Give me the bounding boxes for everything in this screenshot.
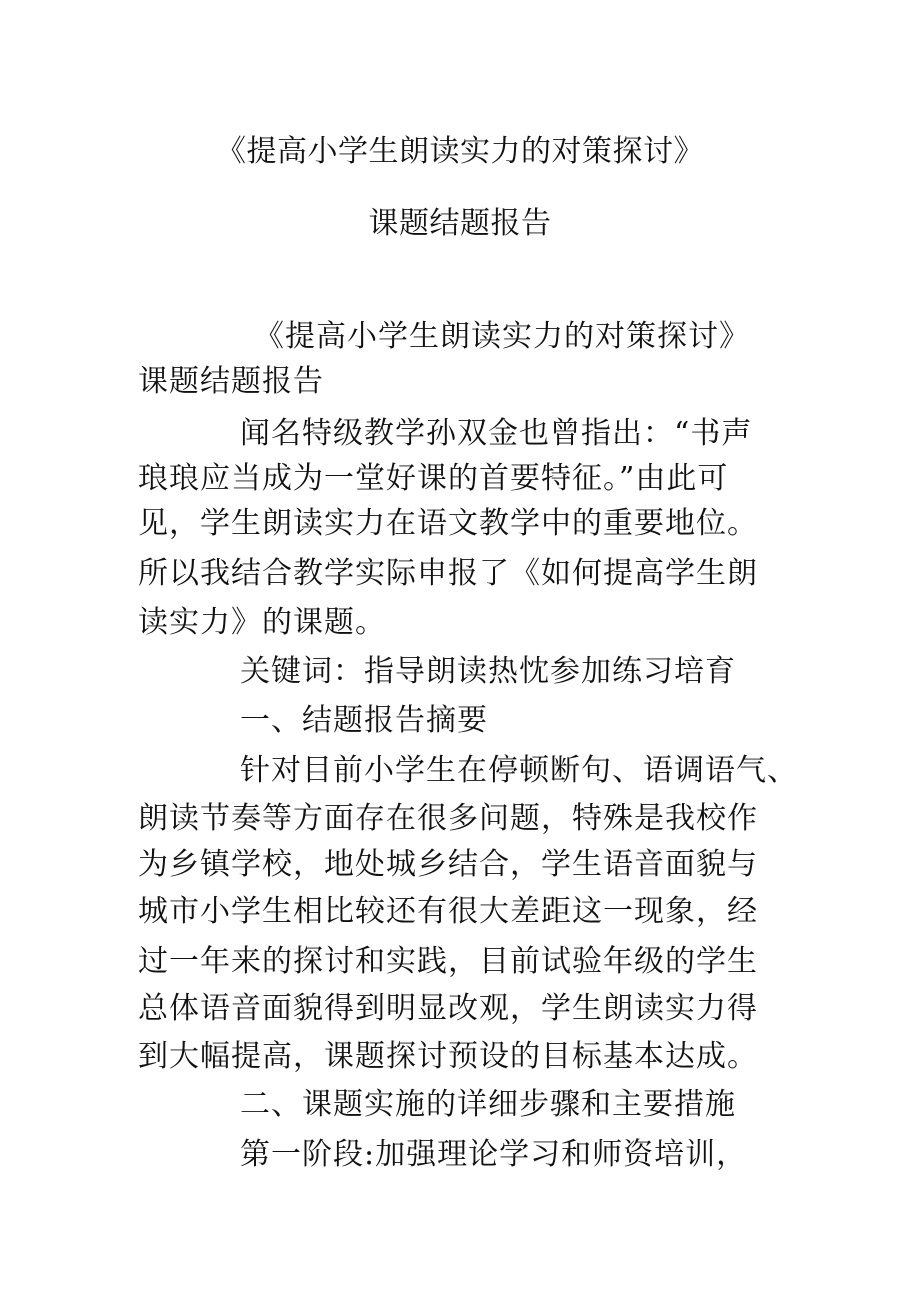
body-line: 为乡镇学校，地处城乡结合，学生语音面貌与 <box>138 847 758 882</box>
body-line: 琅琅应当成为一堂好课的首要特征。”由此可 <box>138 461 729 496</box>
body-line: 关键词：指导朗读热忱参加练习培育 <box>240 654 736 689</box>
body-line: 课题结题报告 <box>138 364 324 399</box>
body-line: 过一年来的探讨和实践，目前试验年级的学生 <box>138 944 758 979</box>
body-line: 第一阶段:加强理论学习和师资培训， <box>240 1137 748 1172</box>
body-line: 一、结题报告摘要 <box>240 703 488 738</box>
document-subtitle: 课题结题报告 <box>368 206 552 241</box>
body-line: 见，学生朗读实力在语文教学中的重要地位。 <box>138 506 758 541</box>
body-line: 读实力》的课题。 <box>138 605 386 640</box>
body-line: 针对目前小学生在停顿断句、语调语气、 <box>240 753 798 788</box>
body-line: 《提高小学生朗读实力的对策探讨》 <box>254 319 750 354</box>
body-line: 城市小学生相比较还有很大差距这一现象，经 <box>138 894 758 929</box>
body-line: 闻名特级教学孙双金也曾指出：“书声 <box>240 416 753 451</box>
body-line: 到大幅提高，课题探讨预设的目标基本达成。 <box>138 1039 758 1074</box>
body-line: 朗读节奏等方面存在很多问题，特殊是我校作 <box>138 801 758 836</box>
body-line: 所以我结合教学实际申报了《如何提高学生朗 <box>138 556 758 591</box>
body-line: 二、课题实施的详细步骤和主要措施 <box>240 1087 736 1122</box>
document-title: 《提高小学生朗读实力的对策探讨》 <box>216 134 704 169</box>
body-line: 总体语音面貌得到明显改观，学生朗读实力得 <box>138 991 758 1026</box>
